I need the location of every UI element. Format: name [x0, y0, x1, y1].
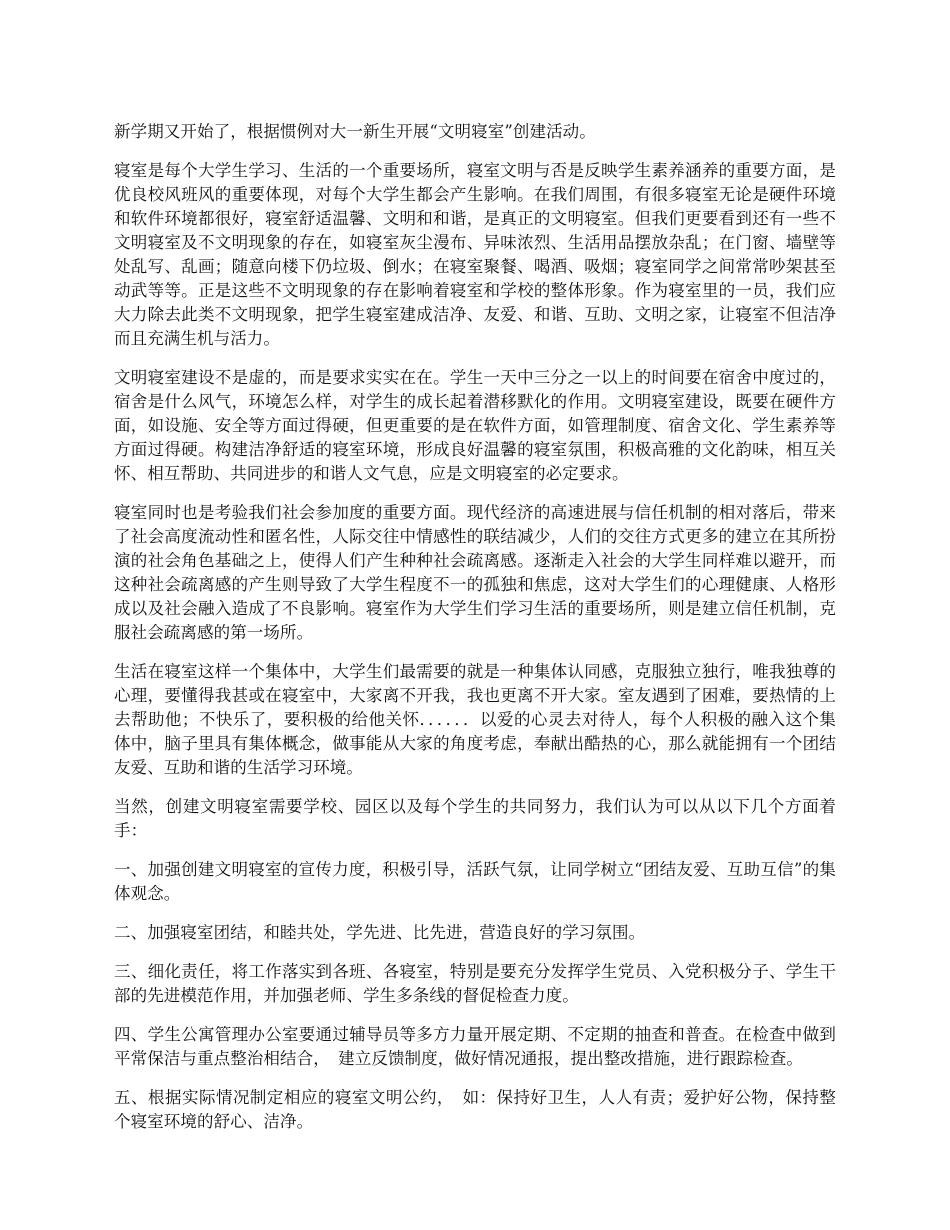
paragraph-approach-intro: 当然，创建文明寝室需要学校、园区以及每个学生的共同努力，我们认为可以从以下几个方面着手：	[114, 797, 836, 840]
list-item-3: 三、细化责任，将工作落实到各班、各寝室，特别是要充分发挥学生党员、入党积极分子、学生干部的先进模范作用，并加强老师、学生多条线的督促检查力度。	[114, 962, 836, 1005]
list-item-2: 二、加强寝室团结，和睦共处，学先进、比先进，营造良好的学习氛围。	[114, 923, 646, 942]
list-item-1: 一、加强创建文明寝室的宣传力度，积极引导，活跃气氛，让同学树立“团结友爱、互助互信”的集体观念。	[114, 860, 836, 903]
intro-paragraph: 新学期又开始了，根据惯例对大一新生开展“文明寝室”创建活动。	[114, 122, 596, 141]
paragraph-dorm-construction: 文明寝室建设不是虚的，而是要求实实在在。学生一天中三分之一以上的时间要在宿舍中度过的，宿舍是什么风气，环境怎么样，对学生的成长起着潜移默化的作用。文明寝室建设，既要在硬件方面，如设施、安全等方面过得硬，但更重要的是在软件方面，如管理制度、宿舍文化、学生素养等方面过得硬。构建洁净舒适的寝室环境，形成良好温馨的寝室氛围，积极高雅的文化韵味，相互关怀、相互帮助、共同进步的和谐人文气息，应是文明寝室的必定要求。	[114, 368, 836, 483]
paragraph-collective-identity: 生活在寝室这样一个集体中，大学生们最需要的就是一种集体认同感，克服独立独行，唯我独尊的心理，要懂得我甚或在寝室中，大家离不开我，我也更离不开大家。室友遇到了困难，要热情的上去帮助他；不快乐了，要积极的给他关怀．．．．．．以爱的心灵去对待人，每个人积极的融入这个集体中，脑子里具有集体概念，做事能从大家的角度考虑，奉献出酷热的心，那么就能拥有一个团结友爱、互助和谐的生活学习环境。	[114, 662, 836, 777]
document-body	[114, 120, 836, 1149]
paragraph-social-participation: 寝室同时也是考验我们社会参加度的重要方面。现代经济的高速进展与信任机制的相对落后，带来了社会高度流动性和匿名性，人际交往中情感性的联结减少，人们的交往方式更多的建立在其所扮演的社会角色基础之上，使得人们产生种种社会疏离感。逐渐走入社会的大学生同样难以避开，而这种社会疏离感的产生则导致了大学生程度不一的孤独和焦虑，这对大学生们的心理健康、人格形成以及社会融入造成了不良影响。寝室作为大学生们学习生活的重要场所，则是建立信任机制，克服社会疏离感的第一场所。	[114, 503, 836, 642]
list-item-4: 四、学生公寓管理办公室要通过辅导员等多方力量开展定期、不定期的抽查和普查。在检查中做到平常保洁与重点整治相结合， 建立反馈制度，做好情况通报，提出整改措施，进行跟踪检查。	[114, 1025, 836, 1068]
paragraph-dorm-importance: 寝室是每个大学生学习、生活的一个重要场所，寝室文明与否是反映学生素养涵养的重要方面，是优良校风班风的重要体现，对每个大学生都会产生影响。在我们周围，有很多寝室无论是硬件环境和软件环境都很好，寝室舒适温馨、文明和和谐，是真正的文明寝室。但我们更要看到还有一些不文明寝室及不文明现象的存在，如寝室灰尘漫布、异味浓烈、生活用品摆放杂乱；在门窗、墙壁等处乱写、乱画；随意向楼下仍垃圾、倒水；在寝室聚餐、喝酒、吸烟；寝室同学之间常常吵架甚至动武等等。正是这些不文明现象的存在影响着寝室和学校的整体形象。作为寝室里的一员，我们应大力除去此类不文明现象，把学生寝室建成洁净、友爱、和谐、互助、文明之家，让寝室不但洁净而且充满生机与活力。	[114, 161, 836, 348]
list-item-5: 五、根据实际情况制定相应的寝室文明公约， 如：保持好卫生，人人有责；爱护好公物，保持整个寝室环境的舒心、洁净。	[114, 1088, 836, 1131]
